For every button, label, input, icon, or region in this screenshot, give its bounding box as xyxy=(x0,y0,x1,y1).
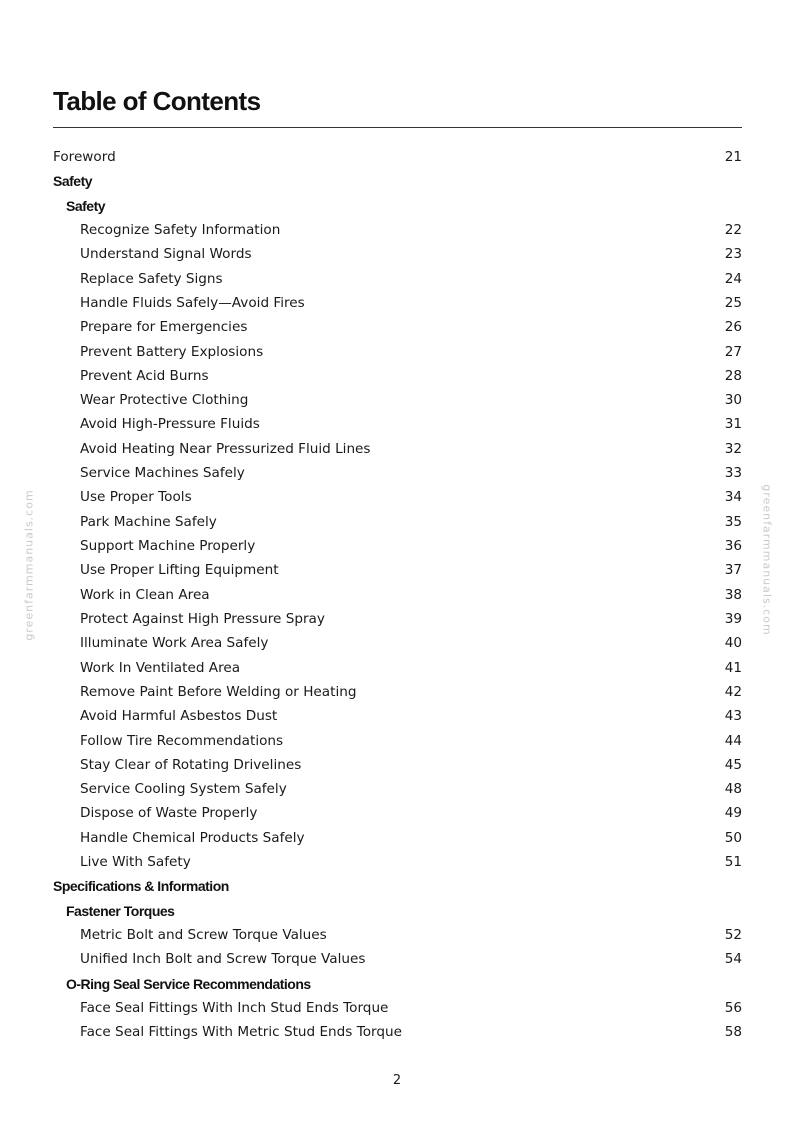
toc-section-heading xyxy=(53,194,742,218)
toc-list xyxy=(53,145,742,1045)
toc-entry-title: Service Machines Safely xyxy=(80,465,245,482)
toc-entry[interactable] xyxy=(53,607,742,631)
toc-entry-page: 40 xyxy=(724,635,742,652)
toc-entry-page: 54 xyxy=(724,951,742,968)
toc-entry-title: Handle Chemical Products Safely xyxy=(80,829,305,846)
toc-entry-title: Work in Clean Area xyxy=(80,586,210,603)
toc-entry-page: 42 xyxy=(724,683,742,700)
toc-entry-title: Illuminate Work Area Safely xyxy=(80,635,269,652)
toc-entry-title: Safety xyxy=(66,197,106,214)
page-title: Table of Contents xyxy=(53,86,261,116)
title-divider xyxy=(53,127,742,128)
toc-entry-page: 52 xyxy=(724,927,742,943)
toc-entry-page: 36 xyxy=(724,538,742,554)
toc-entry-page: 50 xyxy=(724,829,742,846)
toc-entry-title: Face Seal Fittings With Metric Stud Ends Torque xyxy=(80,1024,402,1041)
toc-entry-title: Service Cooling System Safely xyxy=(80,781,287,798)
toc-entry[interactable] xyxy=(53,558,742,582)
toc-entry[interactable] xyxy=(53,704,742,728)
toc-section-heading xyxy=(53,874,742,898)
toc-entry[interactable] xyxy=(53,753,742,777)
toc-entry-title: Wear Protective Clothing xyxy=(80,392,249,409)
toc-entry[interactable] xyxy=(53,729,742,753)
watermark-left: greenfarmmanuals.com xyxy=(22,489,36,641)
toc-entry[interactable] xyxy=(53,340,742,364)
toc-entry[interactable] xyxy=(53,437,742,461)
toc-entry-title: Support Machine Properly xyxy=(80,538,256,554)
toc-entry-page: 45 xyxy=(724,756,742,773)
toc-entry[interactable] xyxy=(53,388,742,412)
toc-entry-page: 37 xyxy=(724,562,742,579)
toc-entry-title: Follow Tire Recommendations xyxy=(80,732,284,749)
toc-section-heading xyxy=(53,169,742,193)
toc-entry-page: 26 xyxy=(724,319,742,336)
page-number: 2 xyxy=(392,1073,402,1088)
toc-entry-title: Replace Safety Signs xyxy=(80,270,223,287)
toc-entry-title: Park Machine Safely xyxy=(80,513,217,530)
toc-entry[interactable] xyxy=(53,1020,742,1044)
toc-entry[interactable] xyxy=(53,801,742,825)
toc-entry[interactable] xyxy=(53,850,742,874)
toc-entry-title: Unified Inch Bolt and Screw Torque Values xyxy=(80,951,366,968)
toc-entry[interactable] xyxy=(53,485,742,509)
toc-entry[interactable] xyxy=(53,777,742,801)
toc-section-heading xyxy=(53,972,742,996)
toc-entry-title: Handle Fluids Safely—Avoid Fires xyxy=(80,294,305,311)
toc-entry-title: Avoid Heating Near Pressurized Fluid Lines xyxy=(80,440,371,457)
toc-entry-page: 43 xyxy=(724,708,742,725)
toc-entry-page: 32 xyxy=(724,440,742,457)
toc-entry[interactable] xyxy=(53,923,742,947)
toc-entry-title: Protect Against High Pressure Spray xyxy=(80,610,325,627)
toc-entry[interactable] xyxy=(53,218,742,242)
toc-entry-title: Prevent Battery Explosions xyxy=(80,343,264,360)
toc-entry-page: 48 xyxy=(724,781,742,798)
toc-entry-page: 23 xyxy=(724,246,742,263)
toc-entry-title: Use Proper Lifting Equipment xyxy=(80,562,279,579)
toc-entry[interactable] xyxy=(53,583,742,607)
toc-entry-page: 30 xyxy=(724,392,742,409)
toc-entry[interactable] xyxy=(53,242,742,266)
toc-entry-page: 56 xyxy=(724,999,742,1016)
toc-entry[interactable] xyxy=(53,680,742,704)
toc-entry[interactable] xyxy=(53,631,742,655)
toc-entry-title: Fastener Torques xyxy=(66,902,175,919)
toc-entry[interactable] xyxy=(53,996,742,1020)
toc-entry-page: 38 xyxy=(724,586,742,603)
toc-entry[interactable] xyxy=(53,267,742,291)
toc-entry[interactable] xyxy=(53,291,742,315)
toc-entry-title: Face Seal Fittings With Inch Stud Ends Torque xyxy=(80,999,389,1016)
toc-entry-title: Understand Signal Words xyxy=(80,246,252,263)
toc-entry[interactable] xyxy=(53,510,742,534)
toc-entry-page: 24 xyxy=(724,270,742,287)
toc-entry[interactable] xyxy=(53,145,742,169)
toc-entry-page: 39 xyxy=(724,610,742,627)
toc-entry-title: Safety xyxy=(53,173,93,190)
toc-entry[interactable] xyxy=(53,534,742,558)
toc-entry-title: O-Ring Seal Service Recommendations xyxy=(66,975,311,992)
toc-entry-title: Recognize Safety Information xyxy=(80,221,281,238)
toc-entry-title: Foreword xyxy=(53,149,116,165)
toc-entry-page: 34 xyxy=(724,489,742,506)
toc-entry[interactable] xyxy=(53,412,742,436)
toc-entry-title: Prevent Acid Burns xyxy=(80,367,209,384)
toc-entry-title: Prepare for Emergencies xyxy=(80,319,248,336)
watermark-right: greenfarmmanuals.com xyxy=(760,484,774,636)
toc-entry-page: 33 xyxy=(724,465,742,482)
toc-entry[interactable] xyxy=(53,364,742,388)
toc-entry-title: Avoid High-Pressure Fluids xyxy=(80,416,260,433)
toc-entry-title: Stay Clear of Rotating Drivelines xyxy=(80,756,302,773)
toc-entry-page: 49 xyxy=(724,805,742,822)
toc-entry-title: Work In Ventilated Area xyxy=(80,659,241,676)
toc-entry-title: Use Proper Tools xyxy=(80,489,192,506)
toc-section-heading xyxy=(53,899,742,923)
toc-entry-page: 58 xyxy=(724,1024,742,1041)
toc-entry-page: 31 xyxy=(724,416,742,433)
toc-entry-title: Metric Bolt and Screw Torque Values xyxy=(80,927,327,943)
toc-entry-page: 44 xyxy=(724,732,742,749)
toc-entry[interactable] xyxy=(53,656,742,680)
toc-entry-page: 21 xyxy=(724,149,742,165)
toc-entry[interactable] xyxy=(53,315,742,339)
toc-entry-page: 27 xyxy=(724,343,742,360)
toc-entry-title: Dispose of Waste Properly xyxy=(80,805,258,822)
toc-entry-title: Live With Safety xyxy=(80,854,191,871)
toc-entry-page: 28 xyxy=(724,367,742,384)
toc-entry-page: 51 xyxy=(724,854,742,871)
toc-entry-page: 41 xyxy=(724,659,742,676)
toc-entry-page: 22 xyxy=(724,221,742,238)
toc-entry-title: Remove Paint Before Welding or Heating xyxy=(80,683,357,700)
toc-entry[interactable] xyxy=(53,826,742,850)
toc-entry[interactable] xyxy=(53,947,742,971)
toc-entry-page: 35 xyxy=(724,513,742,530)
toc-entry-title: Avoid Harmful Asbestos Dust xyxy=(80,708,278,725)
toc-entry-page: 25 xyxy=(724,294,742,311)
toc-entry-title: Specifications & Information xyxy=(53,878,229,895)
toc-entry[interactable] xyxy=(53,461,742,485)
